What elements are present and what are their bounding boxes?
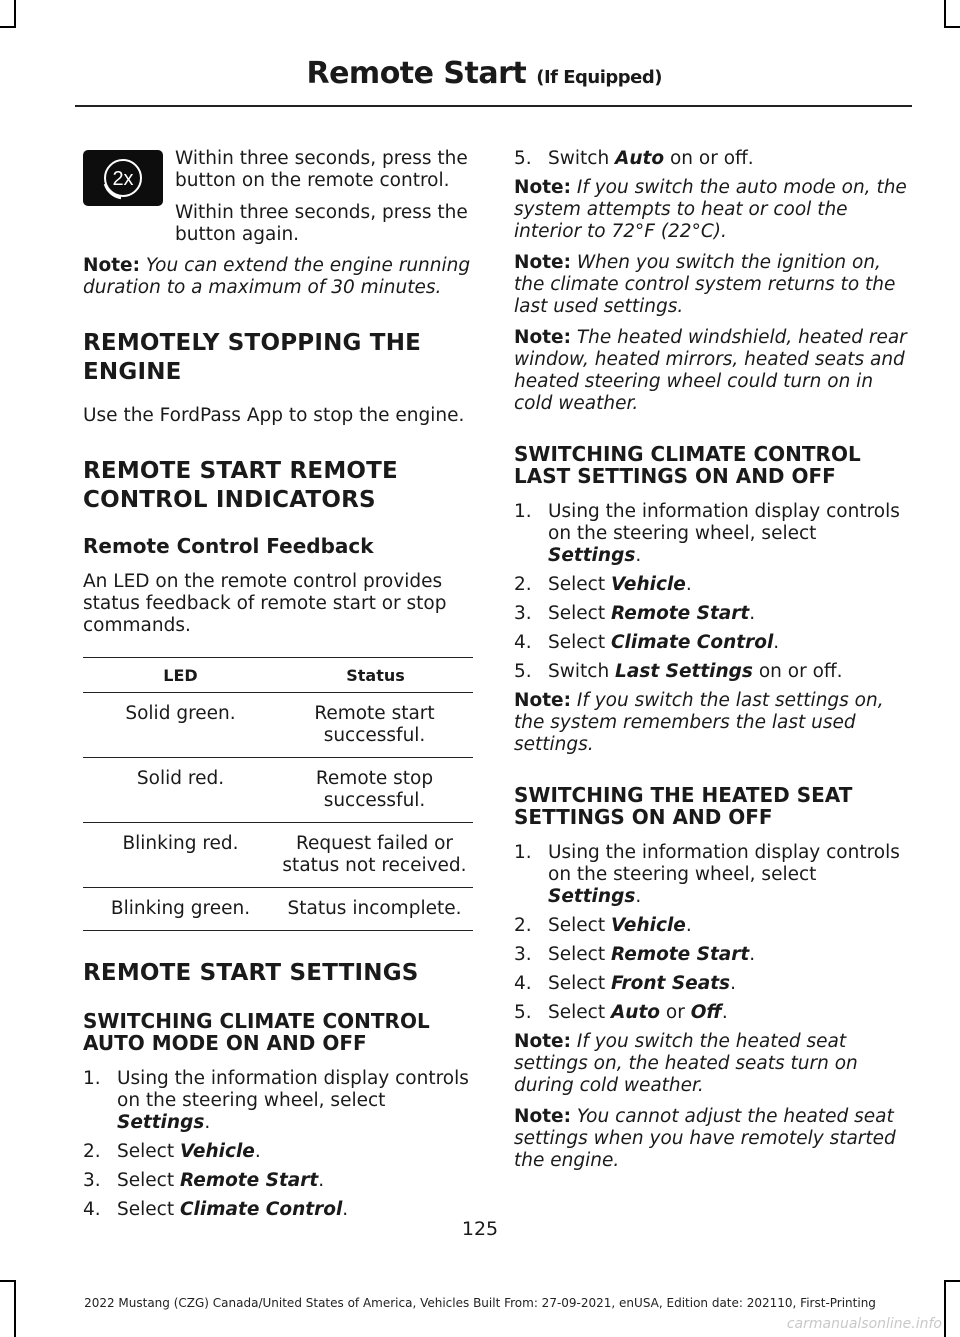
heading-remote-indicators [83,457,475,515]
note-text: When you switch the ignition on, the climate control system returns to the last used settings. [514,252,896,317]
step-number: 5. [514,661,532,682]
step-text: Select [548,574,611,595]
last-settings-steps [514,501,907,683]
note-label: Note: [514,1031,571,1052]
step-text: Select [117,1170,180,1191]
note-label: Note: [514,690,571,711]
note-text: You can extend the engine running duration to a maximum of 30 minutes. [83,255,471,298]
left-column [83,148,475,1228]
step-suffix: . [318,1170,325,1191]
table-row [83,888,473,931]
step-emphasis: Settings [548,545,636,566]
table-cell-led: Solid green. [83,693,278,758]
step-number: 3. [83,1170,101,1191]
crop-mark-bottom-left-h [0,1280,16,1282]
paragraph-press-2: Within three seconds, press the button again. [175,202,468,245]
step-emphasis: Vehicle [179,1141,255,1162]
page-header-title [306,56,662,91]
table-cell-status: Request failed or status not received. [278,823,473,888]
step-number: 2. [514,574,532,595]
step-text: Select [548,1002,611,1023]
note-extend [83,255,475,299]
header-title-text: Remote Start [306,56,527,91]
step-text: Using the information display controls on the steering wheel, select [548,501,900,544]
table-cell-led: Blinking green. [83,888,278,931]
step-emphasis: Auto [615,148,665,169]
heading-line-2: ENGINE [83,359,182,385]
heading-line-2: AUTO MODE ON AND OFF [83,1031,367,1055]
step-text: Select [548,915,611,936]
header-rule [75,105,912,107]
list-item [514,603,907,625]
step-number: 5. [514,148,532,169]
step-text: Select [548,973,611,994]
step-number: 4. [83,1199,101,1220]
step-emphasis: Remote Start [610,944,750,965]
step-number: 5. [514,1002,532,1023]
step-suffix: . [730,973,736,994]
step-suffix: . [749,603,756,624]
icon-label: 2x [112,168,134,190]
paragraph-led-feedback: An LED on the remote control provides status feedback of remote start or stop commands. [83,571,447,636]
table-cell-status: Remote stop successful. [278,758,473,823]
table-cell-led: Blinking red. [83,823,278,888]
table-cell-status: Remote start successful. [278,693,473,758]
list-item [514,973,907,995]
step-number: 4. [514,973,532,994]
step-text: Select [117,1141,180,1162]
note-label: Note: [514,252,571,273]
note-text: If you switch the auto mode on, the system attempts to heat or cool the interior to 72°F (22°C). [514,177,907,242]
heading-line-1: SWITCHING THE HEATED SEAT [514,783,853,807]
step-suffix: on or off. [752,661,843,682]
list-item [514,915,907,937]
step-emphasis: Settings [548,886,636,907]
heading-remote-feedback: Remote Control Feedback [83,534,374,558]
note-heated-seat-adjust [514,1106,907,1172]
table-cell-status: Status incomplete. [278,888,473,931]
step-number: 3. [514,944,532,965]
heading-climate-auto [83,1010,475,1054]
note-last-settings [514,690,907,756]
step-text: Select [548,603,611,624]
step-number: 4. [514,632,532,653]
step-emphasis: Vehicle [610,574,686,595]
step-suffix: . [685,574,692,595]
list-item [514,661,907,683]
table-row [83,758,473,823]
step-text: Using the information display controls on the steering wheel, select [117,1068,469,1111]
table-header-led: LED [83,658,278,693]
heading-line-1: SWITCHING CLIMATE CONTROL [83,1009,430,1033]
list-item [83,1170,475,1192]
heading-line-1: SWITCHING CLIMATE CONTROL [514,442,861,466]
list-item [83,1141,475,1163]
right-column [514,148,907,1181]
crop-mark-top-right-h [944,26,960,28]
note-ignition [514,252,907,318]
list-item [514,574,907,596]
step-emphasis: Last Settings [615,661,753,682]
note-text: The heated windshield, heated rear window, heated mirrors, heated seats and heated steering wheel could turn on in cold weather. [514,327,907,414]
paragraph-press-1: Within three seconds, press the button on the remote control. [175,148,468,191]
heading-heated-seat [514,784,907,828]
press-twice-icon [83,150,163,206]
step-suffix: . [635,545,642,566]
heading-remote-start-settings: REMOTE START SETTINGS [83,960,419,986]
crop-mark-top-right-v [944,0,946,28]
heated-seat-steps [514,842,907,1024]
step-emphasis: Auto [610,1002,660,1023]
table-row [83,823,473,888]
heading-remotely-stopping [83,329,475,387]
list-item [514,944,907,966]
list-item [514,842,907,908]
table-header-status: Status [278,658,473,693]
step-number: 2. [514,915,532,936]
list-item [83,1068,475,1134]
step-suffix: . [635,886,642,907]
heading-climate-last [514,443,907,487]
step-emphasis: Front Seats [610,973,731,994]
heading-line-2: SETTINGS ON AND OFF [514,805,773,829]
step-text: Switch [548,661,616,682]
step-suffix: . [773,632,780,653]
table-header-row [83,658,473,693]
auto-mode-steps [83,1068,475,1221]
step-emphasis: Vehicle [610,915,686,936]
step-emphasis: Climate Control [610,632,774,653]
crop-mark-bottom-right-h [944,1280,960,1282]
note-text: You cannot adjust the heated seat settings when you have remotely started the engine. [514,1106,896,1171]
step-emphasis: Settings [117,1112,205,1133]
note-label: Note: [514,1106,571,1127]
list-item [514,1002,907,1024]
table-cell-led: Solid red. [83,758,278,823]
heading-line-2: LAST SETTINGS ON AND OFF [514,464,836,488]
step-suffix: . [749,944,756,965]
heading-line-2: CONTROL INDICATORS [83,487,376,513]
note-heated-items [514,327,907,415]
step-emphasis: Remote Start [610,603,750,624]
paragraph-fordpass: Use the FordPass App to stop the engine. [83,405,465,426]
crop-mark-top-left-h [0,26,16,28]
note-text: If you switch the heated seat settings on, the heated seats turn on during cold weather. [514,1031,858,1096]
step-emphasis: Climate Control [179,1199,343,1220]
step-text: Select [548,944,611,965]
note-heated-seat-cold [514,1031,907,1097]
step-suffix: . [721,1002,728,1023]
step-suffix: . [685,915,692,936]
heading-line-1: REMOTELY STOPPING THE [83,330,422,356]
note-label: Note: [514,327,571,348]
note-label: Note: [514,177,571,198]
list-item [514,501,907,567]
header-subtitle: (If Equipped) [536,67,662,88]
step-suffix: . [342,1199,349,1220]
note-text: If you switch the last settings on, the system remembers the last used settings. [514,690,884,755]
step-number: 1. [514,501,532,522]
page-number: 125 [461,1218,499,1240]
step-suffix: . [204,1112,211,1133]
list-item [514,148,907,170]
step-number: 2. [83,1141,101,1162]
note-auto-mode [514,177,907,243]
auto-mode-steps-continued [514,148,907,170]
step-suffix: . [254,1141,261,1162]
step-number: 1. [83,1068,101,1089]
step-text-mid: or [660,1002,691,1023]
step-text: Select [548,632,611,653]
page-footer: 2022 Mustang (CZG) Canada/United States of America, Vehicles Built From: 27-09-2021, enUSA, Edition date: 202110, First-Printing [84,1296,876,1310]
step-text: Select [117,1199,180,1220]
step-text: Switch [548,148,616,169]
step-emphasis: Remote Start [179,1170,319,1191]
heading-line-1: REMOTE START REMOTE [83,458,398,484]
watermark: carmanualsonline.info [786,1316,942,1332]
step-suffix: on or off. [664,148,754,169]
note-label: Note: [83,255,140,276]
step-number: 1. [514,842,532,863]
crop-mark-top-left-v [14,0,16,28]
list-item [514,632,907,654]
step-text: Using the information display controls on the steering wheel, select [548,842,900,885]
step-emphasis: Off [690,1002,722,1023]
led-status-table [83,657,473,931]
table-row [83,693,473,758]
step-number: 3. [514,603,532,624]
